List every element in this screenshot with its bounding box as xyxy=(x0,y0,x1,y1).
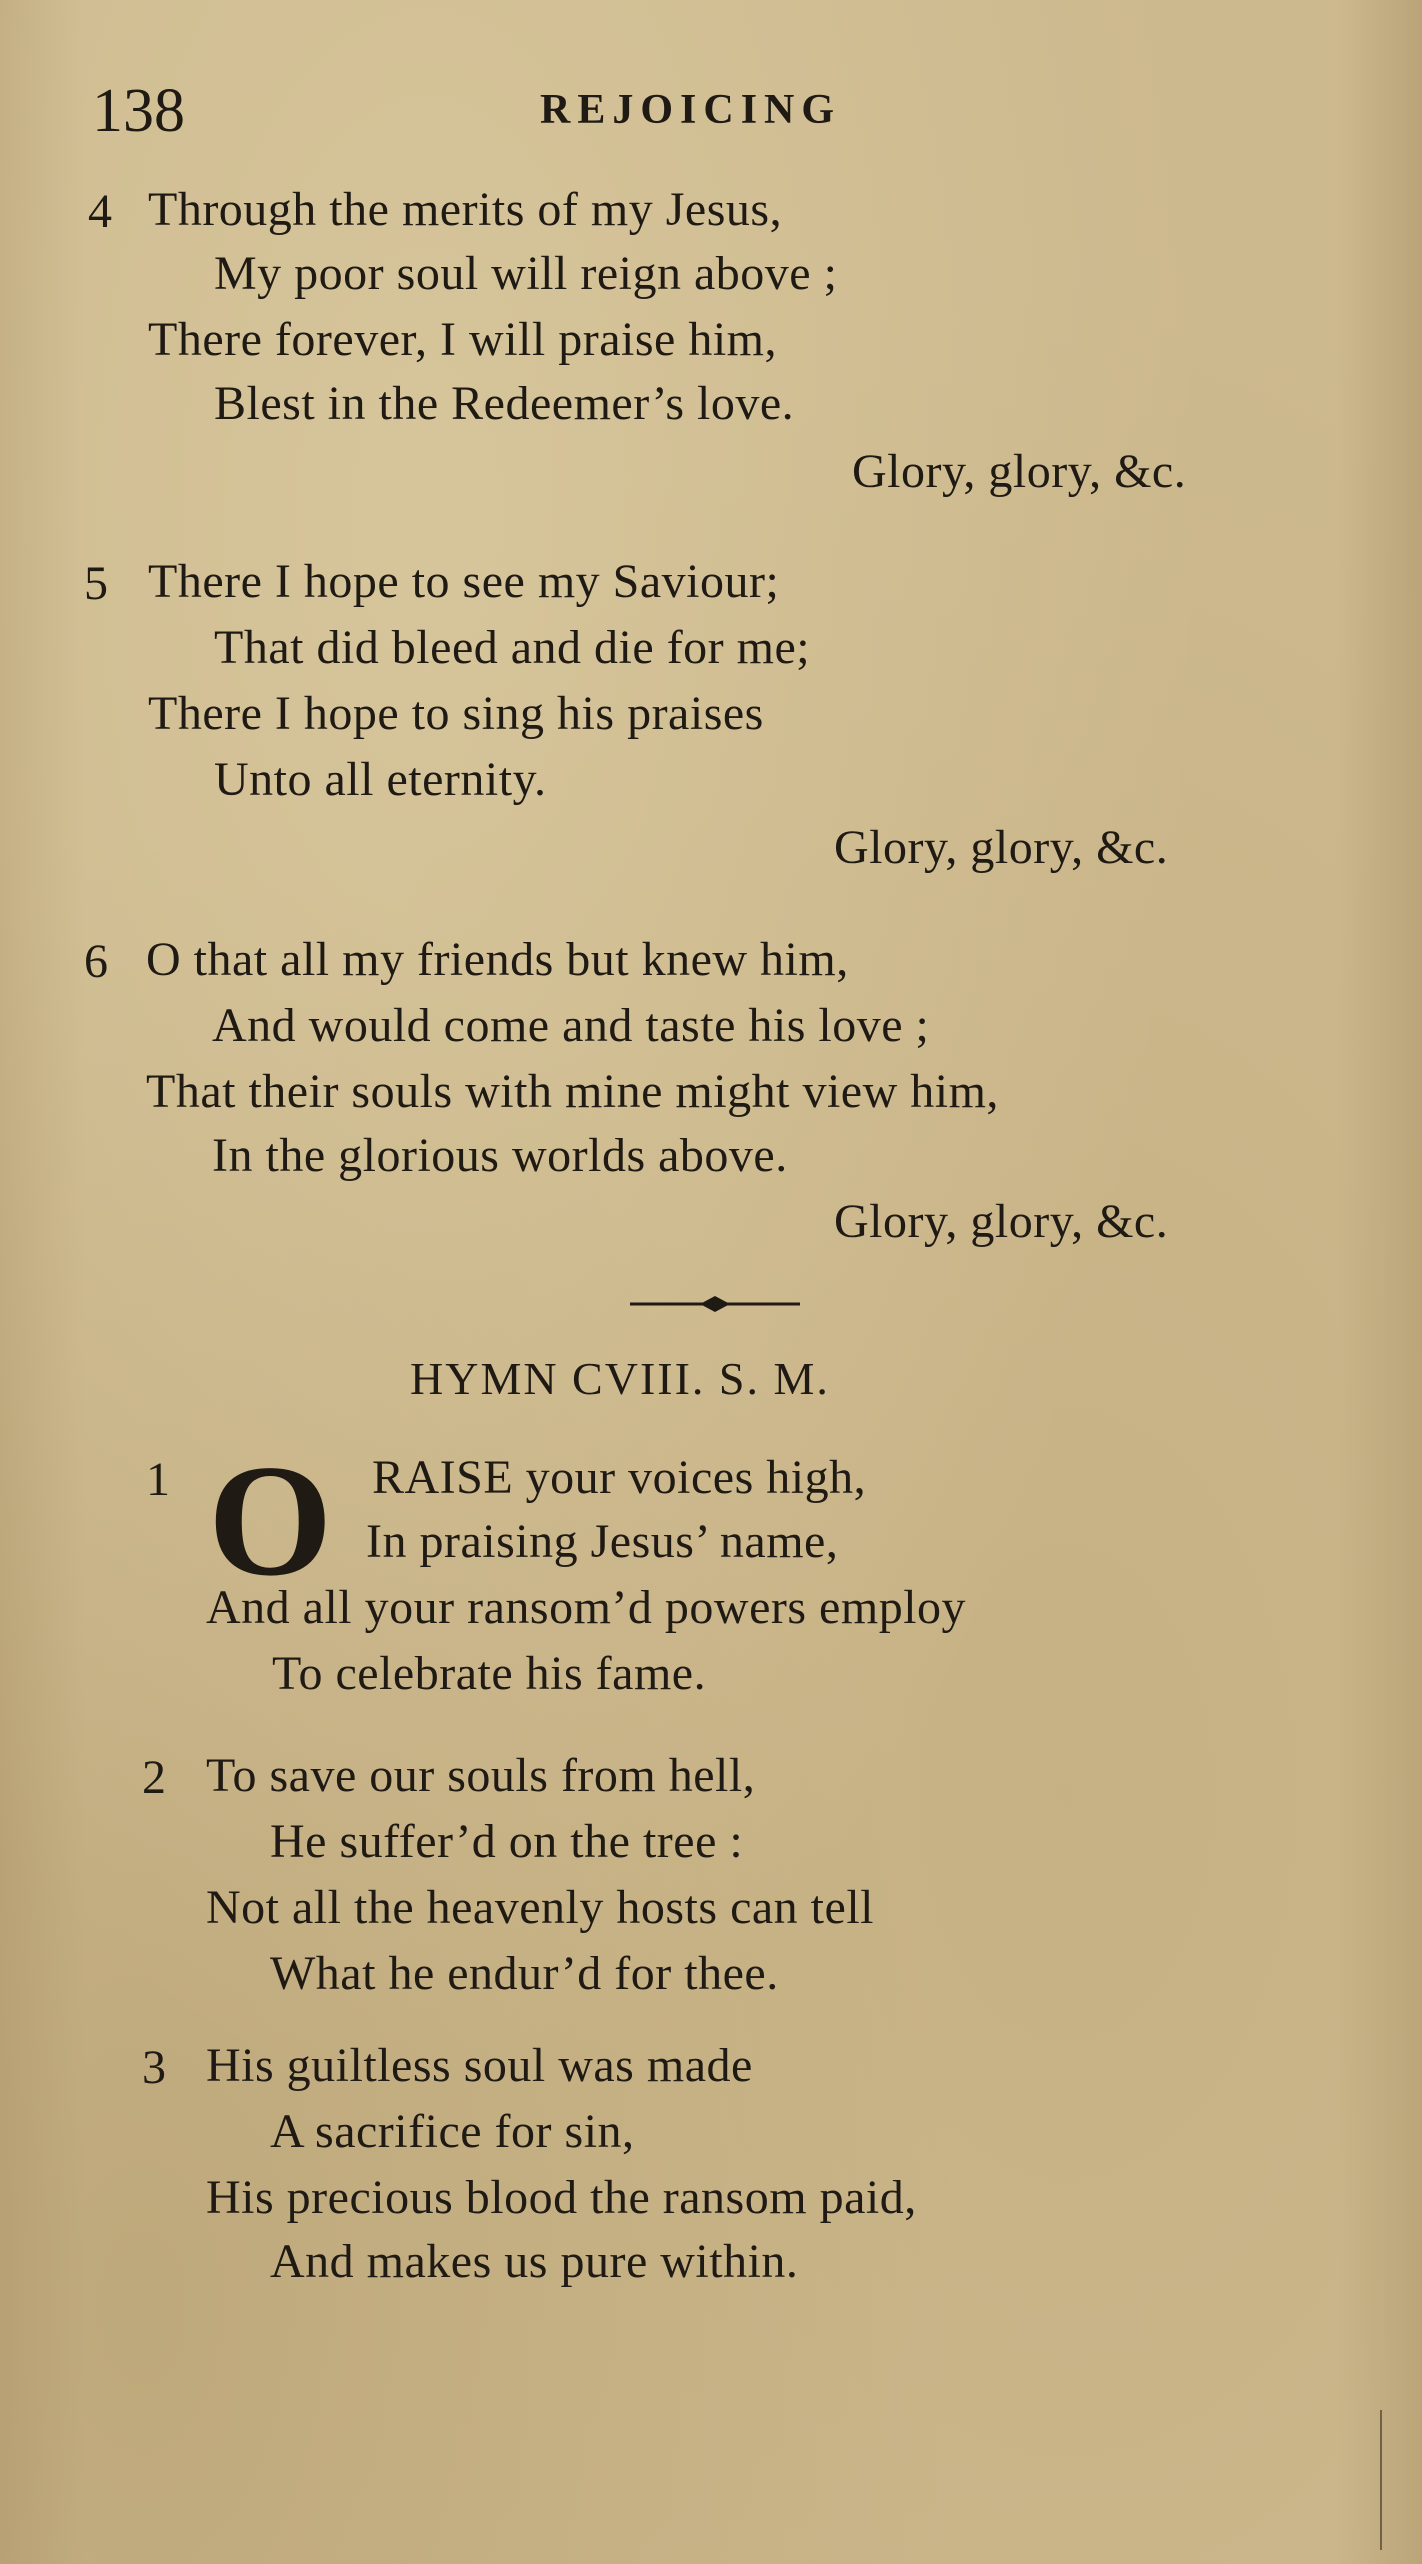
verse-number: 2 xyxy=(142,1751,166,1804)
verse-line: My poor soul will reign above ; xyxy=(214,247,838,300)
verse-line: That their souls with mine might view him, xyxy=(146,1065,999,1118)
verse-line: O that all my friends but knew him, xyxy=(146,933,849,986)
verse-line: His guiltless soul was made xyxy=(206,2039,753,2092)
verse-line: Through the merits of my Jesus, xyxy=(148,183,783,236)
verse-line: There forever, I will praise him, xyxy=(148,313,777,366)
refrain-line: Glory, glory, &c. xyxy=(834,1195,1169,1248)
verse-line: What he endur’d for thee. xyxy=(270,1947,779,2000)
verse-line: And would come and taste his love ; xyxy=(212,999,930,1052)
verse-number: 3 xyxy=(142,2041,166,2094)
verse-line: And all your ransom’d powers employ xyxy=(206,1581,967,1634)
refrain-line: Glory, glory, &c. xyxy=(834,821,1169,874)
verse-line: He suffer’d on the tree : xyxy=(270,1815,744,1868)
drop-cap: O xyxy=(208,1431,333,1609)
hymn-title: HYMN CVIII. S. M. xyxy=(410,1353,830,1404)
verse-line: To celebrate his fame. xyxy=(272,1647,707,1700)
page-number: 138 xyxy=(92,77,185,145)
verse-number: 5 xyxy=(84,557,108,610)
running-title: REJOICING xyxy=(540,87,842,133)
verse-line: There I hope to sing his praises xyxy=(148,687,764,740)
verse-number: 4 xyxy=(88,185,112,238)
verse-line: A sacrifice for sin, xyxy=(270,2105,635,2158)
verse-line: Blest in the Redeemer’s love. xyxy=(214,377,795,430)
refrain-line: Glory, glory, &c. xyxy=(852,445,1187,498)
verse-line: Not all the heavenly hosts can tell xyxy=(206,1881,874,1934)
verse-number: 6 xyxy=(84,935,108,988)
ornament-divider xyxy=(630,1294,800,1314)
verse-number: 1 xyxy=(146,1453,170,1506)
binding-edge-mark xyxy=(1378,2410,1384,2550)
verse-line: His precious blood the ransom paid, xyxy=(206,2171,917,2224)
verse-line: RAISE your voices high, xyxy=(372,1451,867,1504)
verse-line: There I hope to see my Saviour; xyxy=(148,555,780,608)
verse-line: And makes us pure within. xyxy=(270,2235,799,2288)
verse-line: Unto all eternity. xyxy=(214,753,547,806)
verse-line: To save our souls from hell, xyxy=(206,1749,756,1802)
verse-line: In praising Jesus’ name, xyxy=(366,1515,839,1568)
verse-line: In the glorious worlds above. xyxy=(212,1129,788,1182)
verse-line: That did bleed and die for me; xyxy=(214,621,811,674)
